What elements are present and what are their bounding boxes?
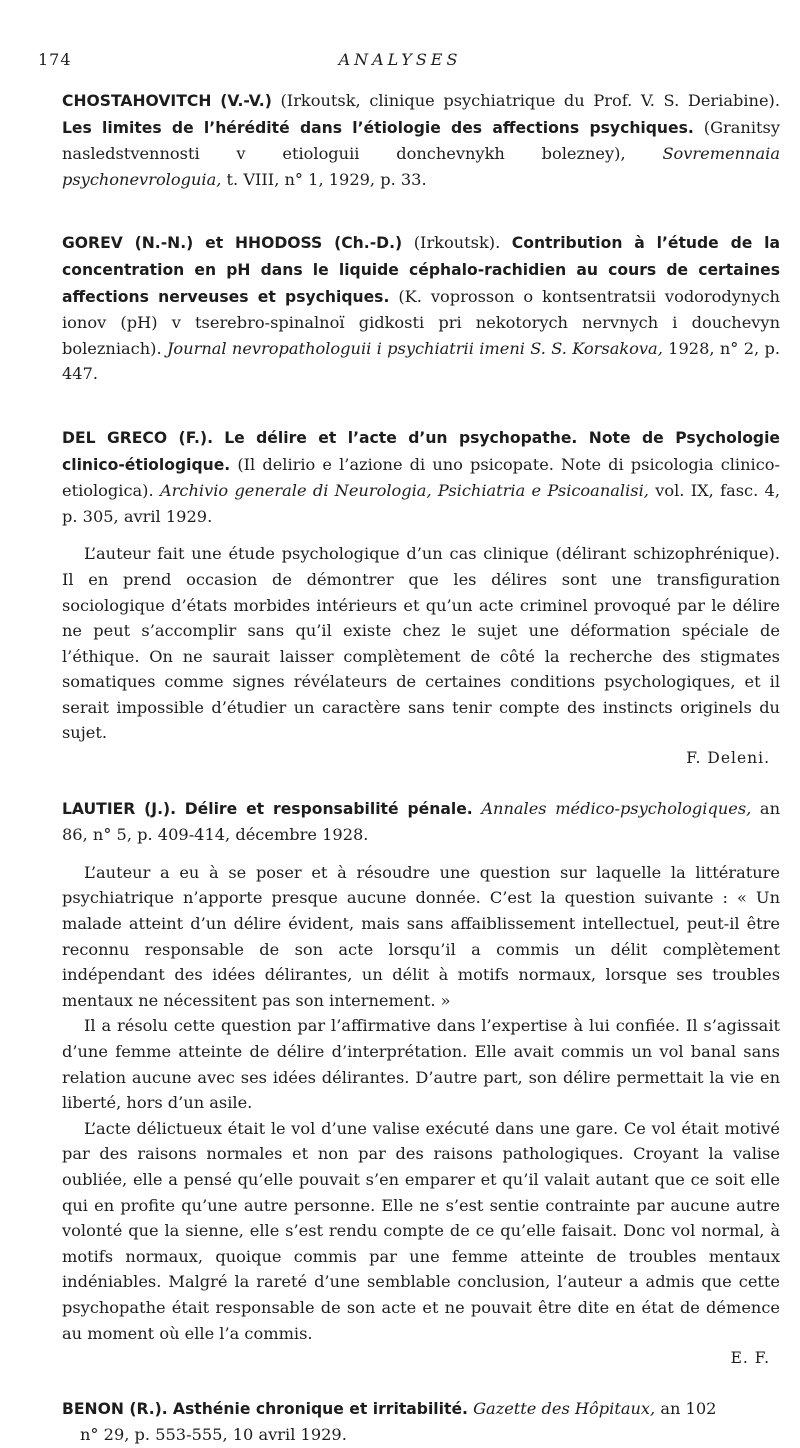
abstract-paragraph: Il a résolu cette question par l’affirmative dans l’expertise à lui confiée. Il s’agissait d’une femme atteinte de délire d’interprétation. Elle avait commis un vol banal sans relation aucune avec ses idées délirantes. D’autre part, son délire permettait la vie en liberté, hors d’un asile. — [62, 1016, 780, 1113]
entry-title: Délire et responsabilité pénale. — [184, 799, 473, 818]
running-title: ANALYSES — [338, 50, 462, 69]
entry-author: GOREV (N.-N.) et HHODOSS (Ch.-D.) — [62, 234, 403, 253]
entry-journal: Journal nevropathologuii i psychiatrii imeni S. S. Korsakova, — [166, 338, 663, 358]
entry-title: Contribution à l’étude de la concentration en pH dans le liquide céphalo-rachidien au cours de certaines affections nerveuses et psychiques. — [62, 234, 780, 306]
entry-affiliation: (Irkoutsk). — [402, 233, 512, 253]
entry-affiliation — [213, 428, 224, 447]
bibliographic-entry — [62, 230, 780, 387]
entry-journal: Archivio generale di Neurologia, Psichiatria e Psicoanalisi, — [159, 481, 649, 501]
entry-journal: Annales médico-psychologiques, — [481, 798, 752, 818]
entry-affiliation: (Irkoutsk, clinique psychiatrique du Prof. V. S. Deriabine). — [271, 91, 780, 110]
entry-affiliation — [176, 799, 185, 818]
entry-reference: t. VIII, n° 1, 1929, p. 33. — [221, 169, 427, 189]
abstract-paragraph: L’acte délictueux était le vol d’une valise exécuté dans une gare. Ce vol était motivé par des raisons normales et non par des raisons pathologiques. Croyant la valise oubliée, elle a pensé qu’elle pouvait s’en emparer et qu’il valait autant que ce soit elle qui en profite qu’une autre personne. Elle ne s’est sentie contrainte par aucune autre volonté que la sienne, elle s’est rendu compte de ce qu’elle faisait. Donc vol normal, à motifs normaux, quoique commis par une femme atteinte de troubles mentaux indéniables. Malgré la rareté d’une semblable conclusion, l’auteur a admis que cette psychopathe était responsable de son acte et ne pouvait être dite en état de démence au moment où elle l’a commis. — [62, 1118, 780, 1343]
entry-translation: (K. voprosson o kontsentratsii vodorodynych ionov (pH) v tserebro-spinalnoï gidkosti pri nekotorych nervnych i douchevyn bolezniach). — [62, 286, 780, 358]
bibliographic-entry — [62, 88, 780, 192]
entry-translation: (Granitsy nasledstvennosti v etiologuii donchevnykh bolezney), — [62, 117, 780, 164]
entry-translation: (Il delirio e l’azione di uno psicopate. Note di psicologia clinico-etiologica). — [62, 454, 780, 501]
entry-reference-continued: n° 29, p. 553-555, 10 avril 1929. — [80, 1425, 347, 1445]
entry-reference: 1928, n° 2, p. 447. — [62, 338, 780, 384]
bibliographic-entry — [62, 1396, 780, 1448]
entry-reference: an 102 — [655, 1398, 717, 1418]
entry-author: LAUTIER (J.). — [62, 799, 177, 818]
reviewer-signature: F. Deleni. — [686, 749, 770, 768]
abstract-paragraph: L’auteur a eu à se poser et à résoudre une question sur laquelle la littérature psychiatrique n’apporte presque aucune donnée. C’est la question suivante : « Un malade atteint d’un délire évident, mais sans affaiblissement intellectuel, peut-il être reconnu responsable de son acte lorsqu’il a commis un délit complètement indépendant des idées délirantes, un délit à motifs normaux, lorsque ses troubles mentaux ne nécessitent pas son internement. » — [62, 862, 780, 1010]
entry-author: DEL GRECO (F.). — [62, 428, 214, 447]
entry-title: Asthénie chronique et irritabilité. — [172, 1399, 468, 1418]
bibliographic-entry — [62, 796, 780, 848]
entry-reference: an 86, n° 5, p. 409-414, décembre 1928. — [62, 798, 780, 845]
entry-journal: Gazette des Hôpitaux, — [473, 1398, 656, 1418]
abstract-paragraph: L’auteur fait une étude psychologique d’un cas clinique (délirant schizophrénique). Il en prend occasion de démontrer que les délires sont une transfiguration sociologique d’états morbides intérieurs et qu’un acte criminel provoqué par le délire ne peut s’accomplir sans qu’il existe chez le sujet une déformation spéciale de l’éthique. On ne saurait laisser complètement de côté la recherche des stigmates somatiques comme signes révélateurs de certaines conditions psychologiques, et il serait impossible d’étudier un caractère sans tenir compte des instincts originels du sujet. — [62, 544, 780, 743]
entry-author: CHOSTAHOVITCH (V.-V.) — [62, 92, 272, 110]
entry-title: Les limites de l’hérédité dans l’étiologie des affections psychiques. — [62, 118, 694, 137]
reviewer-signature: E. F. — [730, 1349, 770, 1368]
entry-title: Le délire et l’acte d’un psychopathe. Note de Psychologie clinico-étiologique. — [62, 428, 780, 474]
entry-journal: Sovremennaia psychonevrologuia, — [62, 144, 780, 189]
page-content — [62, 88, 780, 1448]
bibliographic-entry — [62, 425, 780, 529]
page-number: 174 — [38, 50, 72, 69]
entry-reference: vol. IX, fasc. 4, p. 305, avril 1929. — [62, 481, 780, 526]
entry-author: BENON (R.). — [62, 1399, 168, 1418]
